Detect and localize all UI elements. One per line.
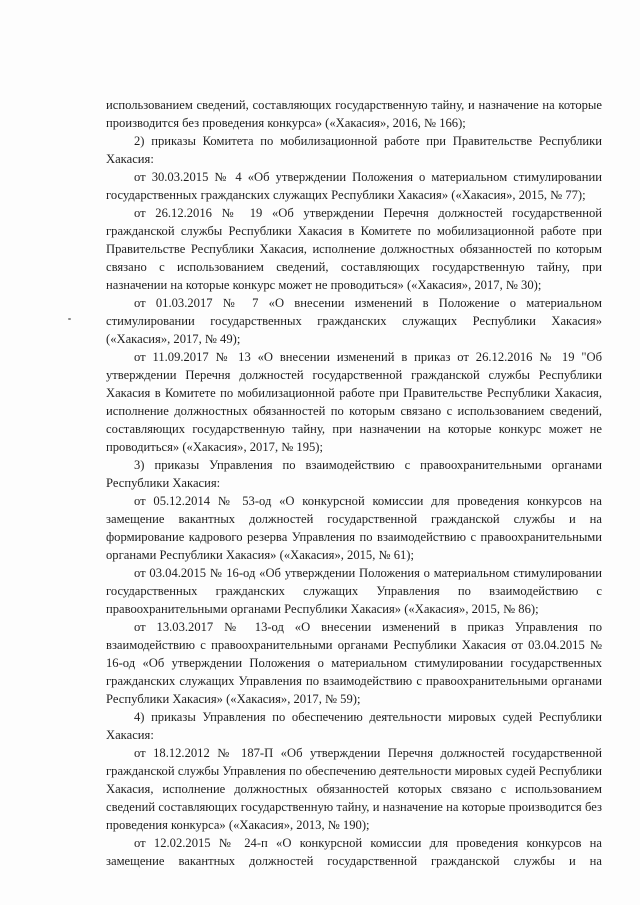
paragraph-order: от 11.09.2017 № 13 «О внесении изменений в приказ от 26.12.2016 № 19 "Об утверждении Перечня должностей государственной гражданской службы Республики Хакасия в Комитете по мобилизационной работе при Правительстве Республики Хакасия, исполнение должностных обязанностей по которым связано с использованием сведений, составляющих государственную тайну, при назначении на которые конкурс может не проводиться» («Хакасия», 2017, № 195);: [106, 350, 602, 454]
paragraph-order: от 26.12.2016 № 19 «Об утверждении Перечня должностей государственной гражданской службы Республики Хакасия в Комитете по мобилизационной работе при Правительстве Республики Хакасия, исполнение должностных обязанностей по которым связано с использованием сведений, составляющих государственную тайну, при назначении на которые конкурс может не проводиться» («Хакасия», 2017, № 30);: [106, 206, 602, 292]
paragraph-order: от 18.12.2012 № 187-П «Об утверждении Перечня должностей государственной гражданской службы Управления по обеспечению деятельности мировых судей Республики Хакасия, исполнение должностных обязанностей которых связано с использованием сведений составляющих государственную тайну, и назначение на которые производится без проведения конкурса» («Хакасия», 2013, № 190);: [106, 746, 602, 832]
paragraph-order-continued: от 12.02.2015 № 24-п «О конкурсной комиссии для проведения конкурсов на замещение вакантных должностей государственной гражданской службы и на: [106, 836, 602, 868]
scan-artifact-dot: [68, 318, 71, 320]
paragraph-order: от 01.03.2017 № 7 «О внесении изменений в Положение о материальном стимулировании государственных гражданских служащих Республики Хакасия» («Хакасия», 2017, № 49);: [106, 296, 602, 346]
paragraph-order: от 03.04.2015 № 16-од «Об утверждении Положения о материальном стимулировании государственных гражданских служащих Управления по взаимодействию с правоохранительными органами Республики Хакасия» («Хакасия», 2015, № 86);: [106, 566, 602, 616]
document-body: [106, 96, 602, 870]
paragraph-item-4-heading: 4) приказы Управления по обеспечению деятельности мировых судей Республики Хакасия:: [106, 710, 602, 742]
paragraph-order: от 05.12.2014 № 53-од «О конкурсной комиссии для проведения конкурсов на замещение вакантных должностей государственной гражданской службы и на формирование кадрового резерва Управления по взаимодействию с правоохранительными органами Республики Хакасия» («Хакасия», 2015, № 61);: [106, 494, 602, 562]
paragraph-item-3-heading: 3) приказы Управления по взаимодействию с правоохранительными органами Республики Хакасия:: [106, 458, 602, 490]
paragraph-item-2-heading: 2) приказы Комитета по мобилизационной работе при Правительстве Республики Хакасия:: [106, 134, 602, 166]
paragraph-order: от 13.03.2017 № 13-од «О внесении изменений в приказ Управления по взаимодействию с правоохранительными органами Республики Хакасия от 03.04.2015 № 16-од «Об утверждении Положения о материальном стимулировании государственных гражданских служащих Управления по взаимодействию с правоохранительными органами Республики Хакасия» («Хакасия», 2017, № 59);: [106, 620, 602, 706]
paragraph-continuation: использованием сведений, составляющих государственную тайну, и назначение на которые производится без проведения конкурса» («Хакасия», 2016, № 166);: [106, 98, 602, 130]
paragraph-order: от 30.03.2015 № 4 «Об утверждении Положения о материальном стимулировании государственных гражданских служащих Республики Хакасия» («Хакасия», 2015, № 77);: [106, 170, 602, 202]
